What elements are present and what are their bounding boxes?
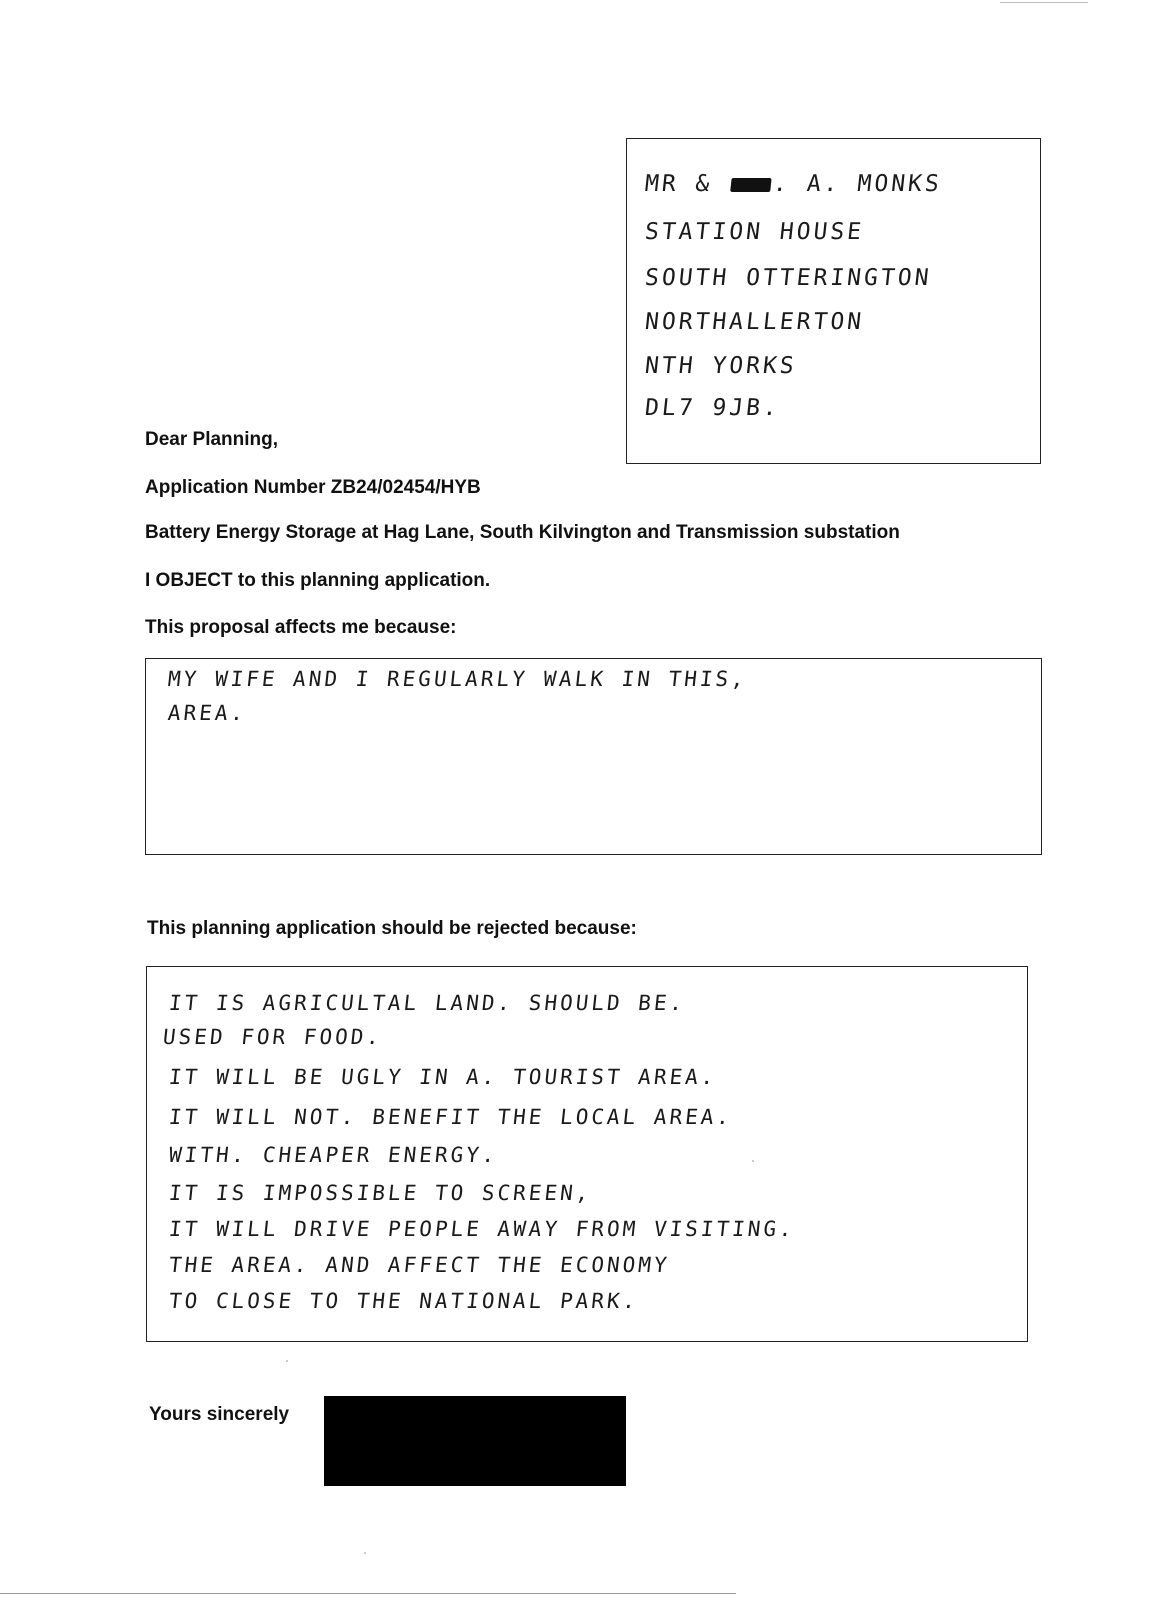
salutation: Dear Planning,: [145, 429, 279, 450]
rejection-line-5: WITH. CHEAPER ENERGY.: [167, 1143, 499, 1167]
rejection-line-7: IT WILL DRIVE PEOPLE AWAY FROM VISITING.: [167, 1217, 796, 1241]
affects-line-2: AREA.: [166, 701, 248, 725]
scan-speck: [364, 1552, 366, 1554]
address-line-5: NTH YORKS: [643, 353, 798, 379]
rejection-line-4: IT WILL NOT. BENEFIT THE LOCAL AREA.: [167, 1105, 734, 1129]
rejection-line-8: THE AREA. AND AFFECT THE ECONOMY: [167, 1253, 671, 1277]
affects-line-1: MY WIFE AND I REGULARLY WALK IN THIS,: [166, 667, 749, 691]
rejected-heading: This planning application should be rejected because:: [147, 918, 637, 939]
affects-heading: This proposal affects me because:: [145, 617, 457, 638]
objection-statement: I OBJECT to this planning application.: [145, 570, 491, 591]
redacted-signature: [324, 1396, 626, 1486]
rejection-line-3: IT WILL BE UGLY IN A. TOURIST AREA.: [167, 1065, 718, 1089]
application-number: Application Number ZB24/02454/HYB: [145, 477, 481, 498]
affects-reason-box: [145, 658, 1042, 855]
address-line-1: MR & . A. MONKS: [643, 171, 944, 197]
rejection-reasons-box: [146, 966, 1028, 1342]
closing: Yours sincerely: [149, 1404, 290, 1425]
rejection-line-6: IT IS IMPOSSIBLE TO SCREEN,: [167, 1181, 593, 1205]
address-line-6: DL7 9JB.: [643, 395, 782, 421]
scan-speck: [752, 1160, 754, 1162]
rejection-line-1: IT IS AGRICULTAL LAND. SHOULD BE.: [167, 991, 687, 1015]
address-box: [626, 138, 1041, 464]
rejection-line-2: USED FOR FOOD.: [161, 1025, 384, 1049]
address-line-3: SOUTH OTTERINGTON: [643, 265, 933, 291]
redaction-mark: [730, 178, 771, 192]
subject-line: Battery Energy Storage at Hag Lane, South Kilvington and Transmission substation: [145, 522, 900, 543]
rejection-line-9: TO CLOSE TO THE NATIONAL PARK.: [167, 1289, 640, 1313]
scan-speck: [286, 1360, 288, 1362]
scan-edge-line: [0, 1593, 736, 1594]
scan-edge-line: [1000, 2, 1088, 3]
address-line-2: STATION HOUSE: [643, 219, 866, 245]
address-line-4: NORTHALLERTON: [643, 309, 866, 335]
